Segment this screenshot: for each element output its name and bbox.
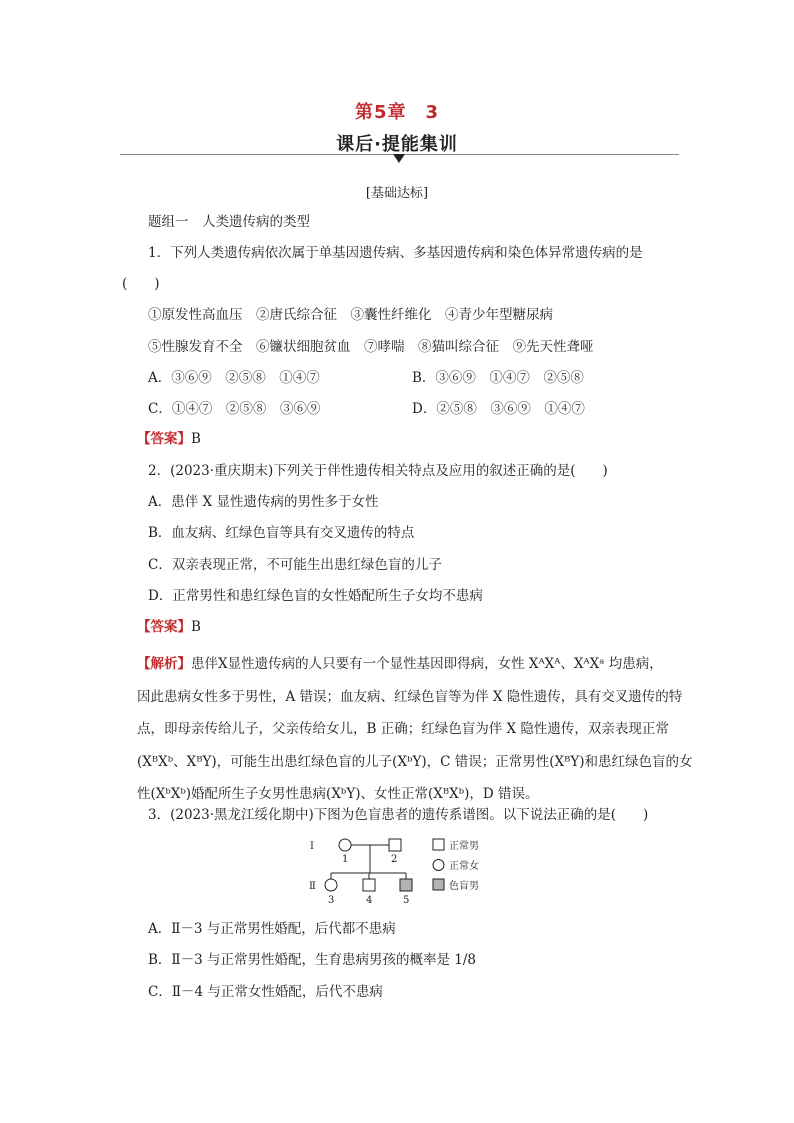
q2-option-c: C．双亲表现正常，不可能生出患红绿色盲的儿子 [148,557,442,573]
section-heading: [基础达标] [365,186,429,201]
chapter-title: 第5章 3 [354,102,440,123]
legend-affected-label: 色盲男 [449,881,479,892]
analysis-line: 因此患病女性多于男性，A 错误；血友病、红绿色盲等为伴 X 隐性遗传，具有交叉遗传的特 [137,688,683,705]
analysis-line: (XᴮXᵇ、XᴮY)，可能生出患红绿色盲的儿子(XᵇY)，C 错误；正常男性(XᴮY)和患红绿色盲的女 [137,753,693,770]
triangle-marker-icon [393,154,405,163]
legend-male-icon [433,839,444,850]
q1-items-line2: ⑤性腺发育不全 ⑥镰状细胞贫血 ⑦哮喘 ⑧猫叫综合征 ⑨先天性聋哑 [148,339,594,355]
q1-items-line1: ①原发性高血压 ②唐氏综合征 ③囊性纤维化 ④青少年型糖尿病 [148,307,553,323]
individual-I1-female [339,839,351,851]
q1-option-b: B．③⑥⑨ ①④⑦ ②⑤⑧ [412,370,584,386]
q2-option-a: A．患伴 X 显性遗传病的男性多于女性 [148,494,379,510]
q2-option-b: B．血友病、红绿色盲等具有交叉遗传的特点 [148,525,415,541]
q1-option-d: D．②⑤⑧ ③⑥⑨ ①④⑦ [412,401,585,417]
generation-1-label: Ⅰ [310,841,314,852]
q3-option-b: B．Ⅱ－3 与正常男性婚配，生育患病男孩的概率是 1/8 [148,952,476,968]
legend-female-label: 正常女 [449,861,479,872]
analysis-line: 性(XᵇXᵇ)婚配所生子女男性患病(XᵇY)、女性正常(XᴮXᵇ)，D 错误。 [137,786,539,802]
q3-option-c: C．Ⅱ－4 与正常女性婚配，后代不患病 [148,984,383,1000]
q2-option-d: D．正常男性和患红绿色盲的女性婚配所生子女均不患病 [148,588,483,604]
answer-label: 【答案】 [137,431,191,447]
q2-stem: 2．(2023·重庆期末)下列关于伴性遗传相关特点及应用的叙述正确的是( ) [148,463,608,479]
generation-2-label: Ⅱ [309,881,316,892]
answer-value: B [191,431,201,447]
q1-option-a: A．③⑥⑨ ②⑤⑧ ①④⑦ [148,370,320,386]
label-1: 1 [342,854,349,865]
q1-answer [137,430,201,448]
q3-stem: 3．(2023·黑龙江绥化期中)下图为色盲患者的遗传系谱图。以下说法正确的是( ) [148,807,649,823]
individual-I2-male [389,839,401,851]
individual-II4-male [363,879,375,891]
group-title: 题组一 人类遗传病的类型 [148,214,310,230]
q3-option-a: A．Ⅱ－3 与正常男性婚配，后代都不患病 [148,921,396,937]
analysis-text: 患伴X显性遗传病的人只要有一个显性基因即得病，女性 XᴬXᴬ、XᴬXᵃ 均患病， [191,656,663,672]
answer-value: B [191,619,201,635]
q1-option-c: C．①④⑦ ②⑤⑧ ③⑥⑨ [148,401,321,417]
q1-paren: ( ) [122,276,160,292]
answer-label: 【答案】 [137,619,191,635]
analysis-line: 点，即母亲传给儿子，父亲传给女儿，B 正确；红绿色盲为伴 X 隐性遗传，双亲表现正常 [137,721,669,737]
legend-male-label: 正常男 [449,841,479,852]
analysis-label: 【解析】 [137,656,191,672]
legend-female-icon [433,860,444,871]
analysis-line [137,648,663,681]
q1-stem: 1．下列人类遗传病依次属于单基因遗传病、多基因遗传病和染色体异常遗传病的是 [148,245,643,261]
individual-II3-female [325,879,337,891]
label-2: 2 [391,854,398,865]
pedigree-diagram [305,835,505,907]
q2-answer [137,618,201,636]
label-4: 4 [366,895,373,906]
page-subtitle: 课后·提能集训 [336,134,458,155]
label-3: 3 [328,895,335,906]
legend-affected-icon [433,879,444,890]
individual-II5-affected-male [400,879,412,891]
label-5: 5 [403,895,410,906]
q2-analysis [137,648,693,811]
